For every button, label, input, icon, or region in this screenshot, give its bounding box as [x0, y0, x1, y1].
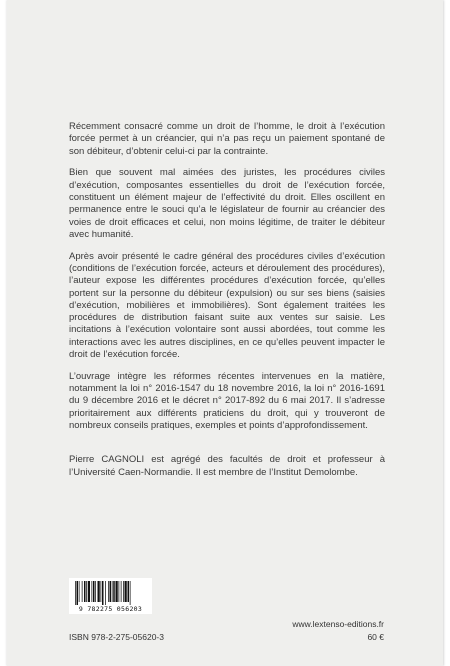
isbn: ISBN 978-2-275-05620-3 — [69, 632, 164, 642]
barcode-bar — [84, 581, 86, 602]
barcode-bar — [93, 581, 95, 602]
publisher-website: www.lextenso-editions.fr — [292, 619, 384, 629]
paragraph-procedures: Bien que souvent mal aimées des juristes, les procédures civiles d’exécution, composantes essentielles du droit de l’exécution forcée, constituent un élément majeur de l’effectivité du droit. Elles oscillent en permanence entre le souci qu’a le législateur de fournir au créancier des voies de droit efficaces et celui, non moins légitime, de traiter le débiteur avec humanité. — [69, 167, 385, 240]
barcode-bar — [110, 581, 112, 602]
barcode-bar — [75, 581, 76, 605]
barcode-digits: 9 782275 056203 — [78, 605, 143, 613]
paragraph-reforms: L’ouvrage intègre les réformes récentes intervenues en la matière, notamment la loi n° 2016-1547 du 18 novembre 2016, la loi n° 2016-1691 du 9 décembre 2016 et le décret n° 2017-892 du 6 mai 2017. Il s’adresse prioritairement aux différents praticiens du droit, qui y trouveront de nombreux conseils pratiques, exemples et points d’approfondissement. — [69, 370, 385, 432]
paragraph-intro: Récemment consacré comme un droit de l’homme, le droit à l’exécution forcée permet à un créancier, qui n’a pas reçu un paiement spontané de son débiteur, d’obtenir celui-ci par la contrainte. — [69, 121, 385, 157]
author-bio: Pierre CAGNOLI est agrégé des facultés de droit et professeur à l’Université Caen-Normandie. Il est membre de l’Institut Demolombe. — [69, 454, 385, 478]
barcode-bar — [121, 581, 122, 602]
barcode-bar — [119, 581, 120, 602]
barcode-bar — [92, 581, 93, 602]
barcode-bar — [128, 581, 130, 602]
barcode-bar — [102, 581, 104, 605]
barcode-bar — [123, 581, 124, 602]
barcode-bar — [113, 581, 115, 602]
back-cover — [7, 0, 443, 666]
back-cover-text — [69, 121, 385, 488]
barcode-bar — [105, 581, 106, 605]
price: 60 € — [367, 632, 384, 642]
barcode-bar — [130, 581, 131, 605]
barcode-bar — [77, 581, 79, 605]
barcode-bar — [79, 581, 80, 602]
barcode-bar — [82, 581, 83, 602]
barcode-bar — [88, 581, 90, 602]
barcode-bar — [95, 581, 96, 602]
barcode-bar — [101, 581, 102, 602]
barcode-bar — [125, 581, 127, 602]
barcode — [69, 578, 152, 614]
barcode-bar — [86, 581, 87, 602]
barcode-bars — [73, 581, 148, 605]
barcode-bar — [108, 581, 109, 602]
barcode-bar — [116, 581, 118, 602]
barcode-bar — [112, 581, 113, 602]
barcode-bar — [98, 581, 100, 602]
paragraph-contents: Après avoir présenté le cadre général des procédures civiles d’exécution (conditions de l’exécution forcée, acteurs et déroulement des procédures), l’auteur expose les différentes procédures d’exécution forcée, qu’elles portent sur la personne du débiteur (expulsion) ou sur ses biens (saisies d’exécution, mobilières et immobilières). Sont également traitées les procédures de distribution faisant suite aux ventes sur saisie. Les incitations à l’exécution volontaire sont aussi abordées, tout comme les interactions avec les autres disciplines, en ce qu’elles peuvent impacter le droit de l’exécution forcée. — [69, 250, 385, 361]
